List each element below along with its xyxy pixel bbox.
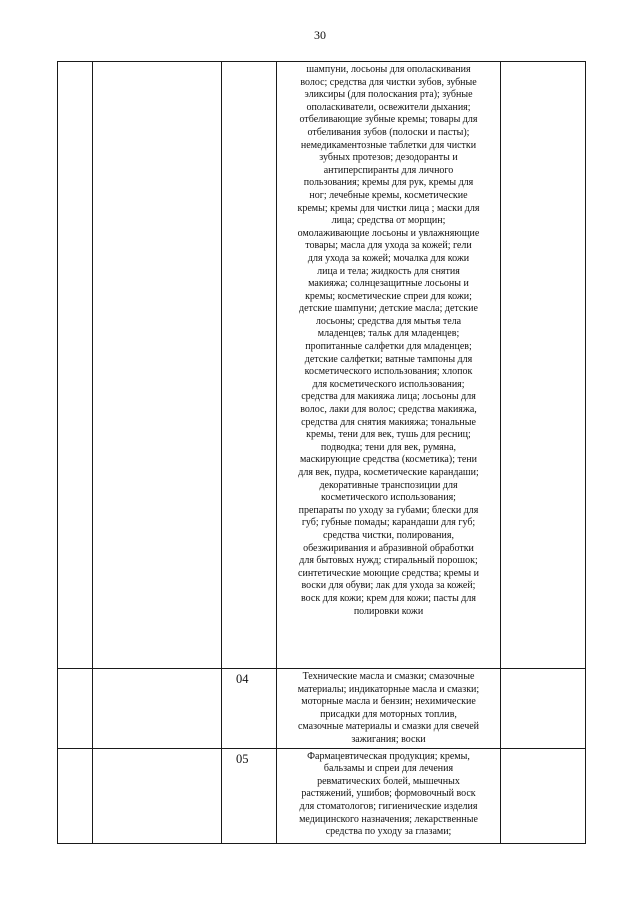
table-row xyxy=(58,748,586,843)
page-number: 30 xyxy=(314,28,326,42)
description-line: лосьоны; средства для мытья тела xyxy=(315,315,462,327)
description-line: для бытовых нужд; стиральный порошок; xyxy=(299,555,478,567)
description-line: средства для макияжа лица; лосьоны для xyxy=(301,391,476,403)
empty-cell-name xyxy=(93,748,222,843)
description-line: кремы, тени для век, тушь для ресниц; xyxy=(306,429,471,441)
description-line: для стоматологов; гигиенические изделия xyxy=(299,800,478,812)
description-line: макияжа; солнцезащитные лосьоны и xyxy=(308,278,469,290)
description-line: средства для снятия макияжа; тональные xyxy=(301,416,476,428)
description-line: смазочные материалы и смазки для свечей xyxy=(297,721,480,733)
empty-cell-number xyxy=(58,669,93,749)
description-line: Технические масла и смазки; смазочные xyxy=(302,671,475,682)
description-line: младенцев; тальк для младенцев; xyxy=(317,328,460,340)
description-line: бальзамы и спреи для лечения xyxy=(323,763,454,775)
description-line: воск для кожи; крем для кожи; пасты для xyxy=(301,592,476,604)
description-line: для век, пудра, косметические карандаши; xyxy=(298,467,479,478)
goods-description xyxy=(277,749,500,840)
empty-cell-notes xyxy=(501,62,586,669)
goods-classification-table xyxy=(57,61,586,844)
table-row xyxy=(58,669,586,749)
description-line: ревматических болей, мышечных xyxy=(317,775,460,787)
description-line: средства чистки, полирования, xyxy=(323,529,454,541)
description-line: обезжиривания и абразивной обработки xyxy=(303,542,474,554)
description-line: шампуни, лосьоны для ополаскивания xyxy=(306,64,471,75)
description-line: подводка; тени для век, румяна, xyxy=(320,441,457,453)
description-line: для ухода за кожей; мочалка для кожи xyxy=(307,252,470,264)
description-line: антиперспиранты для личного xyxy=(323,164,454,176)
description-line: Фармацевтическая продукция; кремы, xyxy=(307,750,470,762)
description-line: детские шампуни; детские масла; детские xyxy=(299,303,478,315)
goods-description-cell xyxy=(277,62,501,669)
class-code-cell xyxy=(222,62,277,669)
description-line: зажигания; воски xyxy=(351,733,426,745)
goods-description-cell xyxy=(277,669,501,749)
description-line: медицинского назначения; лекарственные xyxy=(299,813,478,825)
description-line: отбеливающие зубные кремы; товары для xyxy=(299,114,478,126)
description-line: пользования; кремы для рук, кремы для xyxy=(303,177,474,189)
description-line: синтетические моющие средства; кремы и xyxy=(298,567,479,579)
description-line: пропитанные салфетки для младенцев; xyxy=(305,341,472,353)
description-line: косметического использования; xyxy=(321,492,456,504)
description-line: кремы; кремы для чистки лица ; маски для xyxy=(297,202,480,214)
description-line: омолаживающие лосьоны и увлажняющие xyxy=(297,227,480,239)
description-line: отбеливания зубов (полоски и пасты); xyxy=(307,126,470,138)
description-line: товары; масла для ухода за кожей; гели xyxy=(305,240,472,252)
description-line: зубных протезов; дезодоранты и xyxy=(319,152,458,164)
description-line: растяжений, ушибов; формовочный воск xyxy=(301,788,476,800)
description-line: декоративные транспозиции для xyxy=(319,479,458,491)
description-line: косметического использования; хлопок xyxy=(304,366,473,378)
class-code: 04 xyxy=(236,672,249,686)
goods-description xyxy=(277,669,500,748)
description-line: ног; лечебные кремы, косметические xyxy=(309,189,468,201)
description-line: воски для обуви; лак для ухода за кожей; xyxy=(301,580,476,592)
description-line: ополаскиватели, освежители дыхания; xyxy=(306,101,471,113)
empty-cell-notes xyxy=(501,748,586,843)
goods-description-cell xyxy=(277,748,501,843)
description-line: волос, лаки для волос; средства макияжа, xyxy=(300,404,477,416)
description-line: препараты по уходу за губами; блески для xyxy=(298,504,479,516)
class-code-cell xyxy=(222,669,277,749)
description-line: моторные масла и бензин; нехимические xyxy=(301,696,476,708)
empty-cell-number xyxy=(58,748,93,843)
empty-cell-notes xyxy=(501,669,586,749)
description-line: детские салфетки; ватные тампоны для xyxy=(304,353,473,365)
table-row xyxy=(58,62,586,669)
description-line: губ; губные помады; карандаши для губ; xyxy=(301,517,476,529)
class-code-cell xyxy=(222,748,277,843)
description-line: кремы; косметические спреи для кожи; xyxy=(305,290,472,302)
description-line: маскирующие средства (косметика); тени xyxy=(300,454,477,466)
description-line: материалы; индикаторные масла и смазки; xyxy=(297,683,480,695)
class-code xyxy=(222,62,276,64)
empty-cell-name xyxy=(93,669,222,749)
class-code: 05 xyxy=(236,751,249,766)
description-line: для косметического использования; xyxy=(312,378,465,390)
description-line: эликсиры (для полоскания рта); зубные xyxy=(304,89,473,101)
description-line: полировки кожи xyxy=(353,605,424,617)
empty-cell-number xyxy=(58,62,93,669)
description-line: лица и тела; жидкость для снятия xyxy=(317,265,460,277)
description-line: немедикаментозные таблетки для чистки xyxy=(300,139,477,151)
description-line: средства по уходу за глазами; xyxy=(325,826,452,838)
description-line: присадки для моторных топлив, xyxy=(320,708,457,720)
description-line: лица; средства от морщин; xyxy=(331,215,446,227)
empty-cell-name xyxy=(93,62,222,669)
goods-description xyxy=(277,62,500,619)
description-line: волос; средства для чистки зубов, зубные xyxy=(300,76,477,88)
